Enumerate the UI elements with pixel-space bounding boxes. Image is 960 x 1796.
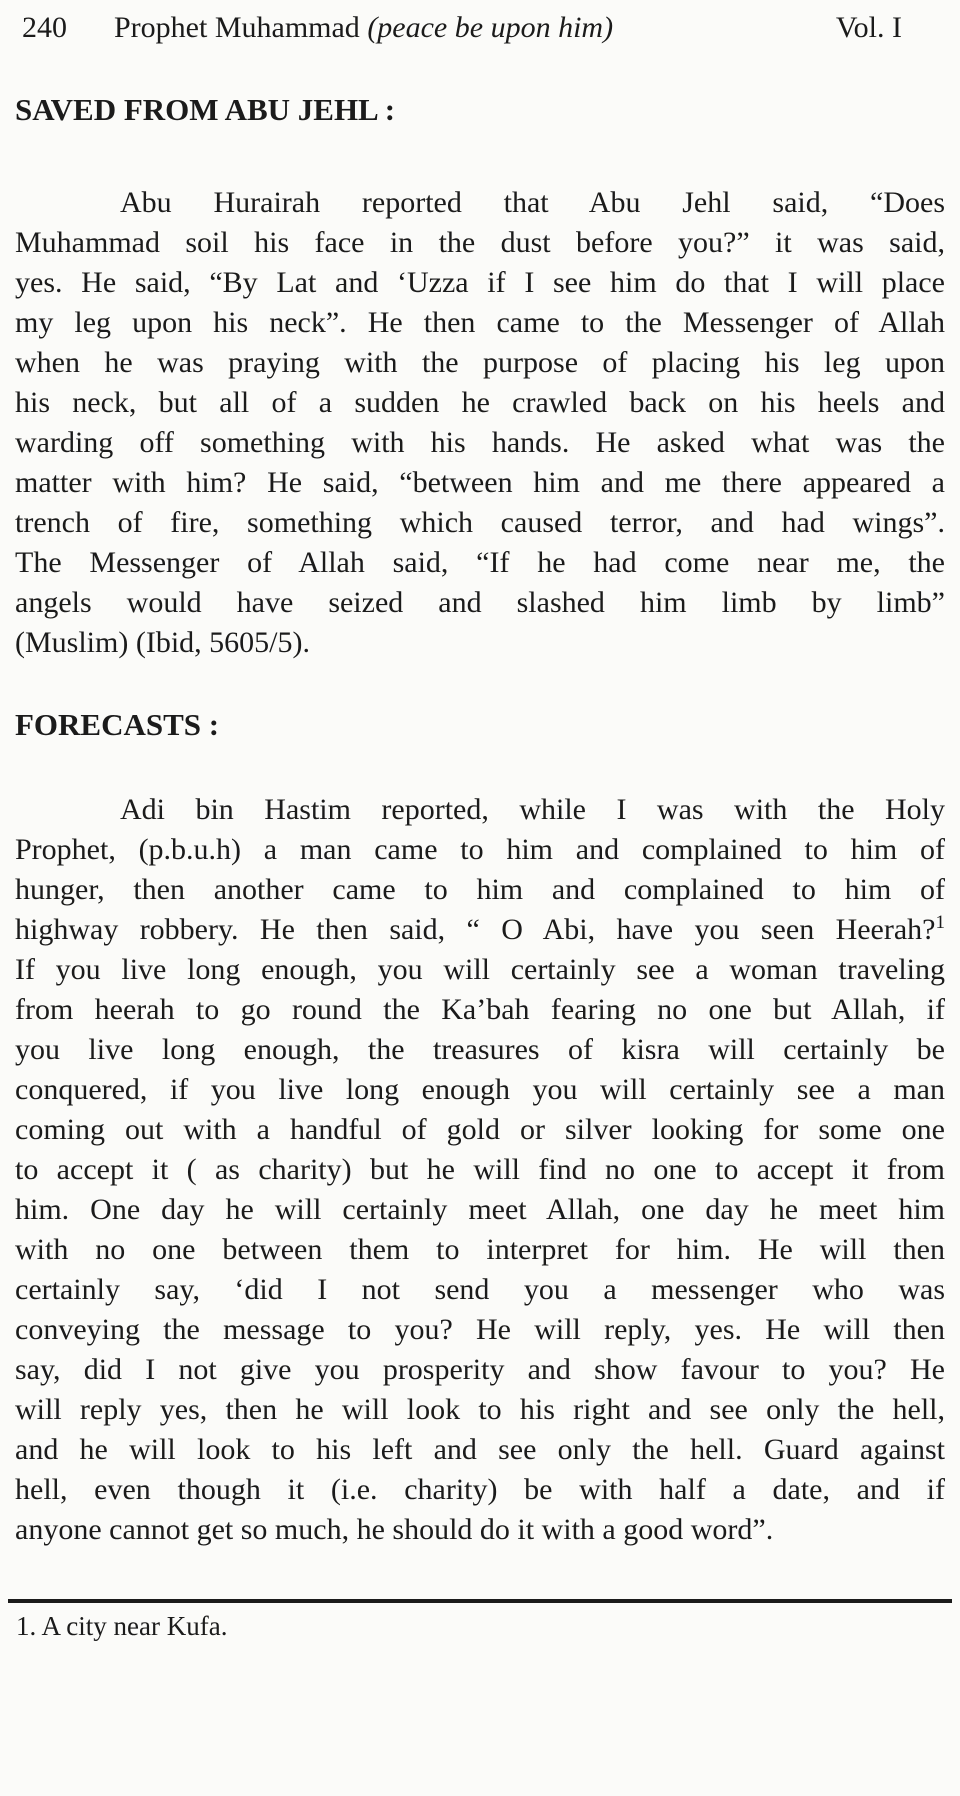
- text-line: (Muslim) (Ibid, 5605/5).: [15, 626, 310, 659]
- volume-label: Vol. I: [835, 11, 902, 44]
- text-line: The Messenger of Allah said, “If he had come near me, the: [15, 546, 945, 579]
- text-line: yes. He said, “By Lat and ‘Uzza if I see him do that I will place: [15, 266, 945, 299]
- footnote-ref: 1: [935, 912, 945, 933]
- text-line: highway robbery. He then said, “ O Abi, have you seen Heerah?$^1$: [15, 912, 945, 946]
- text-line: certainly say, ‘did I not send you a messenger who was: [15, 1273, 945, 1306]
- section-heading: FORECASTS :: [15, 707, 220, 742]
- text-line: warding off something with his hands. He asked what was the: [15, 426, 945, 459]
- running-title: [114, 10, 836, 46]
- text-line: Prophet, (p.b.u.h) a man came to him and complained to him of: [15, 833, 945, 866]
- text-line: from heerah to go round the Ka’bah fearing no one but Allah, if: [15, 993, 945, 1026]
- text-line: him. One day he will certainly meet Allah, one day he meet him: [15, 1193, 945, 1226]
- text-line: his neck, but all of a sudden he crawled back on his heels and: [15, 386, 945, 419]
- text-line: Adi bin Hastim reported, while I was with the Holy: [120, 793, 945, 826]
- text-line: you live long enough, the treasures of kisra will certainly be: [15, 1033, 945, 1066]
- section-heading: SAVED FROM ABU JEHL :: [15, 92, 396, 127]
- text-line: Abu Hurairah reported that Abu Jehl said, “Does: [120, 186, 945, 219]
- text-line: when he was praying with the purpose of placing his leg upon: [15, 346, 945, 379]
- text-line: trench of fire, something which caused terror, and had wings”.: [15, 506, 945, 539]
- paragraph: [15, 183, 945, 663]
- text-line: to accept it ( as charity) but he will find no one to accept it from: [15, 1153, 945, 1186]
- text-line: Muhammad soil his face in the dust before you?” it was said,: [15, 226, 945, 259]
- text-line: will reply yes, then he will look to his right and see only the hell,: [15, 1393, 945, 1426]
- footnote-text: 1. A city near Kufa.: [16, 1611, 228, 1641]
- page-number: 240: [22, 11, 67, 44]
- text-line: hell, even though it (i.e. charity) be with half a date, and if: [15, 1473, 945, 1506]
- page-header: [0, 0, 960, 46]
- text-line: coming out with a handful of gold or silver looking for some one: [15, 1113, 945, 1146]
- section-forecasts: [0, 705, 960, 1550]
- text-line: anyone cannot get so much, he should do it with a good word”.: [15, 1513, 774, 1546]
- text-line: say, did I not give you prosperity and show favour to you? He: [15, 1353, 945, 1386]
- paragraph: [15, 790, 945, 1550]
- text-line: and he will look to his left and see only the hell. Guard against: [15, 1433, 945, 1466]
- text-line: hunger, then another came to him and complained to him of: [15, 873, 945, 906]
- text-line: If you live long enough, you will certainly see a woman traveling: [15, 953, 945, 986]
- footnote-area: [8, 1599, 952, 1643]
- text-line: conquered, if you live long enough you will certainly see a man: [15, 1073, 945, 1106]
- section-saved-from-abu-jehl: [0, 90, 960, 663]
- running-title-plain: Prophet Muhammad: [114, 11, 368, 44]
- running-title-italic: (peace be upon him): [367, 11, 614, 44]
- text-line: conveying the message to you? He will reply, yes. He will then: [15, 1313, 945, 1346]
- text-line: matter with him? He said, “between him and me there appeared a: [15, 466, 945, 499]
- text-line: angels would have seized and slashed him limb by limb”: [15, 586, 945, 619]
- text-line: my leg upon his neck”. He then came to the Messenger of Allah: [15, 306, 945, 339]
- text-line: with no one between them to interpret for him. He will then: [15, 1233, 945, 1266]
